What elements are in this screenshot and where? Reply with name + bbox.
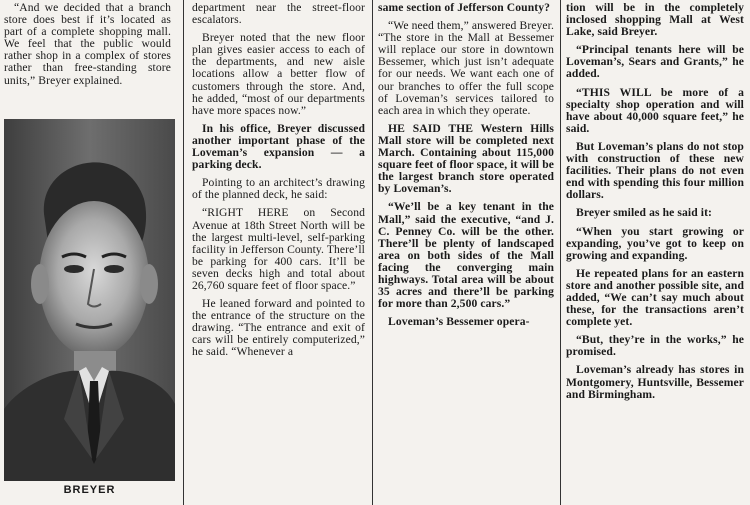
paragraph: “Principal tenants here will be Loveman’s, Sears and Grants,” he added. [566, 43, 744, 81]
paragraph: department near the street-floor escalators. [192, 1, 365, 27]
column-divider [183, 0, 184, 505]
paragraph: “RIGHT HERE on Second Avenue at 18th Street North will be the largest multi-level, self-parking facility in Jefferson County. There’ll be parking for 400 cars. It’ll be seven decks high and total about 26,760 square feet of floor space.” [192, 206, 365, 292]
paragraph: HE SAID THE Western Hills Mall store will be completed next March. Containing about 115,000 square feet of floor space, it will be the largest branch store operated by Loveman’s. [378, 121, 554, 196]
paragraph: “When you start growing or expanding, you’ve got to keep on growing and expanding. [566, 224, 744, 262]
paragraph: “But, they’re in the works,” he promised. [566, 333, 744, 359]
portrait-photo-block [4, 119, 175, 497]
column-3 [378, 0, 554, 334]
paragraph: Loveman’s already has stores in Montgomery, Huntsville, Bessemer and Birmingham. [566, 363, 744, 401]
paragraph: tion will be in the completely inclosed shopping Mall at West Lake, said Breyer. [566, 1, 744, 39]
paragraph: He repeated plans for an eastern store and another possible site, and added, “We can’t say much about these, for the transactions aren’t complete yet. [566, 266, 744, 329]
column-divider [560, 0, 561, 505]
paragraph: He leaned forward and pointed to the entrance of the structure on the drawing. “The entrance and exit of cars will be entirely computerized,” he said. “Whenever a [192, 297, 365, 359]
paragraph: “And we decided that a branch store does best if it’s located as part of a complete shopping mall. We feel that the public would rather shop in a complex of stores rather than free-standing store units,” Breyer explained. [4, 1, 171, 87]
paragraph: In his office, Breyer discussed another important phase of the Loveman’s expansion — a parking deck. [192, 121, 365, 172]
paragraph: “We’ll be a key tenant in the Mall,” said the executive, “and J. C. Penney Co. will be the other. There’ll be plenty of landscaped area on both sides of the Mall facing the converging main highways. Total area will be about 35 acres and there’ll be parking for more than 2,500 cars.” [378, 200, 554, 311]
paragraph: same section of Jefferson County? [378, 1, 551, 14]
column-2 [192, 0, 365, 365]
paragraph: Breyer noted that the new floor plan gives easier access to each of the departments, and new aisle locations allow a better flow of customers through the store. And, he added, “most of our departments have more spaces now.” [192, 31, 365, 117]
paragraph: But Loveman’s plans do not stop with construction of these new facilities. Their plans do not even end with spending this four million dollars. [566, 139, 744, 202]
paragraph: Loveman’s Bessemer opera- [388, 315, 530, 329]
column-1 [4, 0, 171, 93]
column-divider [372, 0, 373, 505]
paragraph: “We need them,” answered Breyer. “The store in the Mall at Bessemer will replace our store in downtown Bessemer, which just isn’t adequate for our needs. We want each one of our branches to offer the full scope of Loveman’s services tailored to each area in which they operate. [378, 19, 554, 117]
photo-caption: BREYER [63, 484, 116, 496]
breyer-portrait-image [4, 119, 175, 481]
column-4 [566, 0, 744, 407]
portrait-photo [4, 119, 175, 481]
paragraph: Pointing to an architect’s drawing of the planned deck, he said: [192, 176, 365, 202]
paragraph: Breyer smiled as he said it: [576, 206, 713, 220]
paragraph: “THIS WILL be more of a specialty shop operation and will have about 40,000 square feet,” he said. [566, 85, 744, 135]
